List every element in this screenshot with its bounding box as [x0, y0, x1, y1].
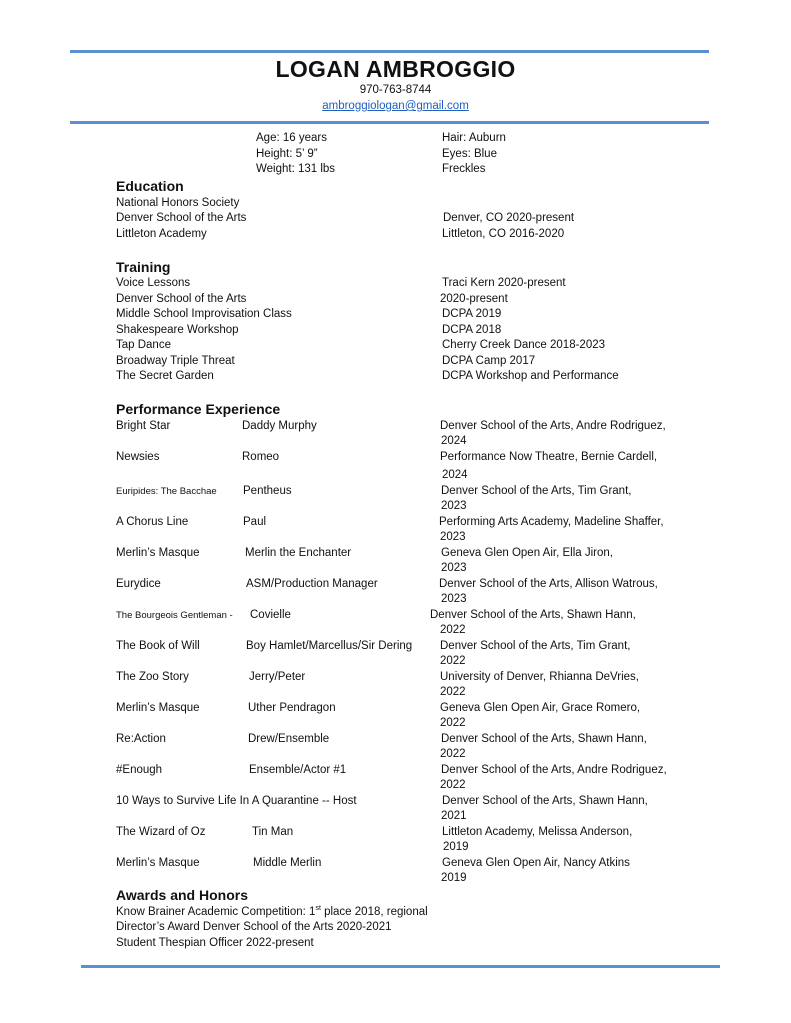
- performance-show: The Bourgeois Gentleman -: [116, 610, 233, 621]
- performance-year: 2024: [441, 435, 467, 447]
- performance-year: 2022: [440, 748, 466, 760]
- performance-role: Covielle: [250, 609, 291, 621]
- training-detail: Traci Kern 2020-present: [442, 277, 566, 289]
- performance-venue: University of Denver, Rhianna DeVries,: [440, 671, 639, 683]
- resume-name: LOGAN AMBROGGIO: [275, 56, 516, 82]
- training-item: Voice Lessons: [116, 277, 191, 289]
- training-item: Shakespeare Workshop: [116, 324, 239, 336]
- training-detail: DCPA 2018: [442, 324, 502, 336]
- performance-year: 2023: [440, 531, 466, 543]
- performance-show: #Enough: [116, 764, 163, 776]
- performance-year: 2022: [440, 779, 466, 791]
- performance-venue: Performing Arts Academy, Madeline Shaffer,: [439, 516, 664, 528]
- performance-role: Boy Hamlet/Marcellus/Sir Dering: [246, 640, 413, 652]
- performance-role: Tin Man: [252, 826, 294, 838]
- awards-heading: Awards and Honors: [116, 887, 248, 903]
- performance-venue: Denver School of the Arts, Shawn Hann,: [430, 609, 636, 621]
- training-item: Broadway Triple Threat: [116, 355, 235, 367]
- performance-show: Bright Star: [116, 420, 171, 432]
- bottom-rule: [81, 965, 720, 968]
- training-item: Middle School Improvisation Class: [116, 308, 292, 320]
- performance-show: The Wizard of Oz: [116, 826, 206, 838]
- header-rule: [70, 121, 709, 124]
- performance-year: 2022: [440, 686, 466, 698]
- award-item: Student Thespian Officer 2022-present: [116, 937, 314, 949]
- training-detail: DCPA Workshop and Performance: [442, 370, 619, 382]
- award-text: Know Brainer Academic Competition: 1: [116, 906, 316, 918]
- performance-show: Eurydice: [116, 578, 161, 590]
- performance-role: Merlin the Enchanter: [245, 547, 352, 559]
- award-superscript: st: [315, 905, 321, 913]
- award-item: [116, 905, 428, 919]
- stat-age: Age: 16 years: [256, 132, 327, 144]
- performance-show: Re:Action: [116, 733, 166, 745]
- performance-venue: Denver School of the Arts, Shawn Hann,: [441, 733, 647, 745]
- training-detail: Cherry Creek Dance 2018-2023: [442, 339, 606, 351]
- training-item: Tap Dance: [116, 339, 171, 351]
- performance-show: Merlin’s Masque: [116, 702, 200, 714]
- performance-show: 10 Ways to Survive Life In A Quarantine -- Host: [116, 795, 357, 807]
- education-item: National Honors Society: [116, 197, 240, 209]
- education-detail: Denver, CO 2020-present: [443, 212, 575, 224]
- performance-role: Jerry/Peter: [249, 671, 306, 683]
- performance-venue: Geneva Glen Open Air, Grace Romero,: [440, 702, 641, 714]
- education-item: Denver School of the Arts: [116, 212, 247, 224]
- performance-venue: Denver School of the Arts, Tim Grant,: [440, 640, 631, 652]
- training-item: The Secret Garden: [116, 370, 214, 382]
- performance-year: 2019: [443, 841, 469, 853]
- training-detail: DCPA Camp 2017: [442, 355, 536, 367]
- performance-role: Middle Merlin: [253, 857, 322, 869]
- performance-role: Romeo: [242, 451, 280, 463]
- performance-role: Ensemble/Actor #1: [249, 764, 347, 776]
- performance-show: The Book of Will: [116, 640, 200, 652]
- performance-venue: Geneva Glen Open Air, Nancy Atkins: [442, 857, 630, 869]
- performance-venue: Denver School of the Arts, Andre Rodriguez,: [441, 764, 667, 776]
- performance-year: 2023: [441, 562, 467, 574]
- training-detail: 2020-present: [440, 293, 508, 305]
- stat-height: Height: 5’ 9”: [256, 148, 318, 160]
- email-link[interactable]: ambroggiologan@gmail.com: [322, 100, 469, 112]
- performance-role: Pentheus: [243, 485, 292, 497]
- award-text: place 2018, regional: [320, 906, 428, 918]
- performance-role: Daddy Murphy: [242, 420, 317, 432]
- performance-show: The Zoo Story: [116, 671, 189, 683]
- performance-venue: Denver School of the Arts, Andre Rodriguez,: [440, 420, 666, 432]
- performance-venue: Performance Now Theatre, Bernie Cardell,: [440, 451, 658, 463]
- stat-weight: Weight: 131 lbs: [256, 163, 336, 175]
- performance-show: Euripides: The Bacchae: [116, 486, 217, 497]
- performance-year: 2023: [441, 500, 467, 512]
- performance-year: 2023: [441, 593, 467, 605]
- stat-eyes: Eyes: Blue: [442, 148, 497, 160]
- performance-venue: Denver School of the Arts, Shawn Hann,: [442, 795, 648, 807]
- performance-venue: Geneva Glen Open Air, Ella Jiron,: [441, 547, 613, 559]
- performance-year: 2021: [441, 810, 467, 822]
- education-item: Littleton Academy: [116, 228, 207, 240]
- performance-venue: Denver School of the Arts, Tim Grant,: [441, 485, 632, 497]
- performance-year: 2022: [440, 717, 466, 729]
- email-line: [0, 100, 791, 112]
- stat-hair: Hair: Auburn: [442, 132, 506, 144]
- performance-show: Newsies: [116, 451, 160, 463]
- performance-year: 2024: [442, 469, 468, 481]
- performance-year: 2022: [440, 655, 466, 667]
- performance-venue: Littleton Academy, Melissa Anderson,: [442, 826, 633, 838]
- training-detail: DCPA 2019: [442, 308, 502, 320]
- performance-role: Drew/Ensemble: [248, 733, 330, 745]
- performance-role: ASM/Production Manager: [246, 578, 378, 590]
- performance-show: A Chorus Line: [116, 516, 189, 528]
- performance-year: 2019: [441, 872, 467, 884]
- performance-heading: Performance Experience: [116, 401, 281, 417]
- performance-show: Merlin’s Masque: [116, 547, 200, 559]
- education-heading: Education: [116, 178, 184, 194]
- top-rule: [70, 50, 709, 53]
- education-detail: Littleton, CO 2016-2020: [442, 228, 565, 240]
- training-heading: Training: [116, 259, 171, 275]
- performance-show: Merlin’s Masque: [116, 857, 200, 869]
- performance-venue: Denver School of the Arts, Allison Watrous,: [439, 578, 658, 590]
- stat-freckles: Freckles: [442, 163, 486, 175]
- performance-role: Paul: [243, 516, 267, 528]
- award-item: Director’s Award Denver School of the Arts 2020-2021: [116, 921, 392, 933]
- phone-number: 970-763-8744: [359, 84, 432, 96]
- training-item: Denver School of the Arts: [116, 293, 247, 305]
- performance-role: Uther Pendragon: [248, 702, 336, 714]
- performance-year: 2022: [440, 624, 466, 636]
